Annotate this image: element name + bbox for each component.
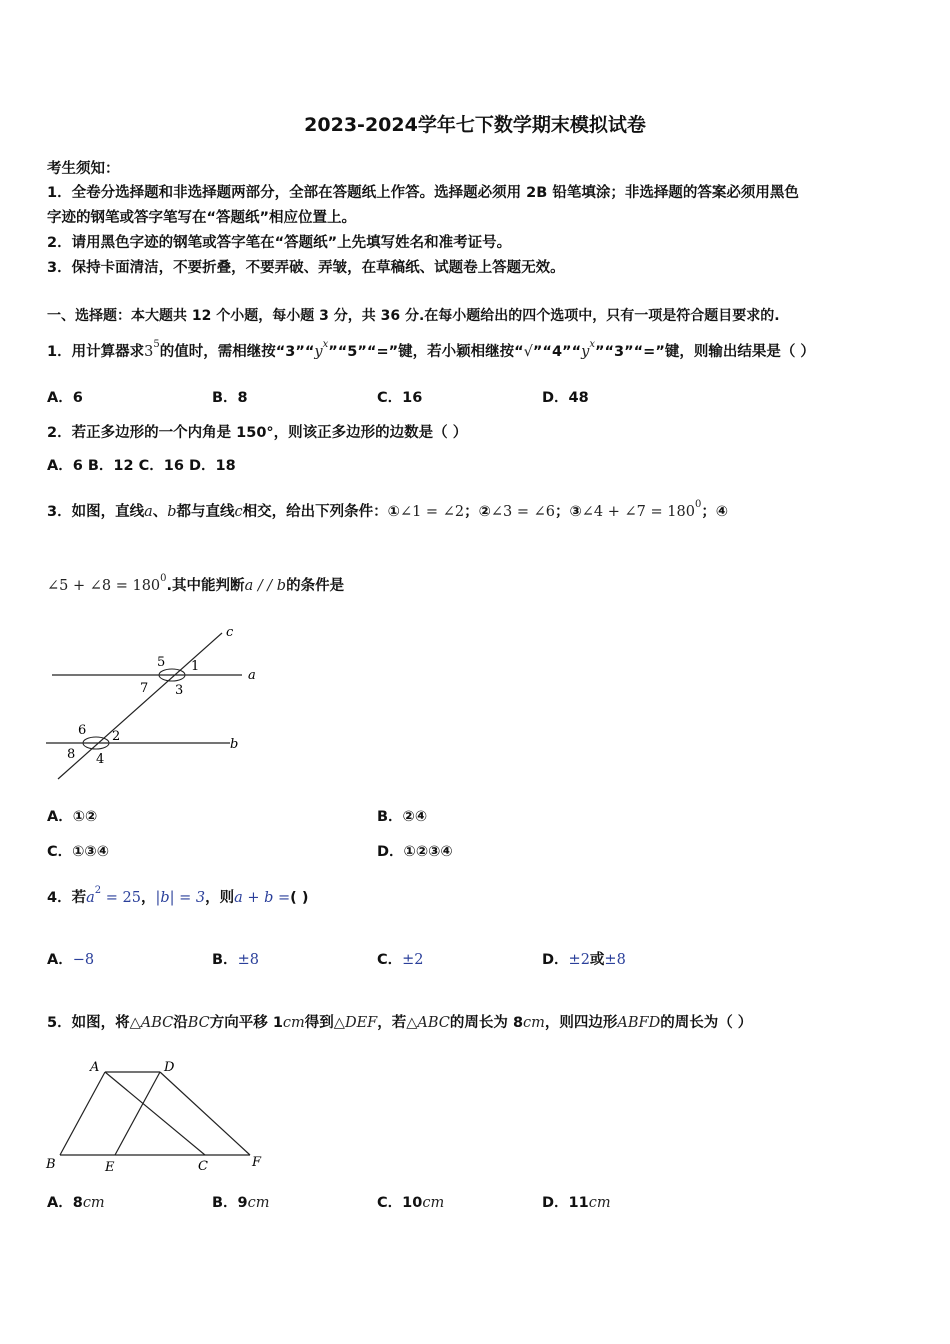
q1-text-3: ”“5”“=”键，若小颖相继按“ [328,344,524,360]
q1-text-2: 的值时，需相继按“3”“ [159,344,315,360]
page-title: 2023-2024学年七下数学期末模拟试卷 [304,114,646,136]
q5-option-c [377,1191,444,1212]
q1-key-yx [314,339,329,360]
q1-option-d: D．48 [542,390,589,406]
q5-triangle-def: △DEF [333,1015,378,1031]
q5-option-d-unit: cm [588,1195,611,1211]
q5-option-c-unit: cm [422,1195,445,1211]
q3-condition-4 [47,573,167,594]
q5-fig-seg-de [115,1072,160,1155]
q1-text-5: ”“3”“=”键，则输出结果是（ ） [594,344,815,360]
q3-text-2: 都与直线 [176,504,235,520]
q1-key-y-2: y [581,344,590,360]
q5-triangle-abc: △ABC [129,1015,174,1031]
q5-fig-label-a: A [90,1060,100,1075]
q3-condition-1: ∠1 = ∠2 [399,504,465,520]
section-heading: 一、选择题：本大题共 12 个小题，每小题 3 分，共 36 分.在每小题给出的四个选项中，只有一项是符合题目要求的. [47,308,780,324]
question-1 [47,340,815,361]
q5-text-7: ，则四边形 [544,1015,618,1031]
q1-key-sqrt: √ [523,344,533,360]
q3-text-5: ；③ [554,504,582,520]
q4-option-c [377,948,424,969]
q3-fig-label-4: 4 [96,752,105,767]
q3-fig-label-7: 7 [140,681,149,696]
q5-fig-label-e: E [105,1160,115,1175]
q4-expression: a + b = [234,890,291,906]
q3-condition-3-body: ∠4 + ∠7 = 180 [581,504,695,520]
q5-fig-label-c: C [198,1159,208,1174]
q5-figure [40,1055,275,1180]
q3-fig-label-1: 1 [191,659,200,674]
q5-text-2: 沿 [173,1015,188,1031]
q1-text-1: 1．用计算器求 [47,344,145,360]
q4-option-d-value-1: ±2 [568,952,590,968]
q4-option-c-label: C． [377,952,403,968]
q3-line-a: a [144,504,153,520]
q4-condition-1 [86,885,141,906]
q1-base: 3 [144,344,154,360]
q4-condition-2: |b| = 3 [155,890,206,906]
notice-item-1-cont: 字迹的钢笔或答字笔写在“答题纸”相应位置上。 [47,210,357,226]
q5-option-d [542,1191,611,1212]
q3-option-b: B．②④ [377,809,428,825]
question-5 [47,1011,752,1032]
q3-condition-4-sup: 0 [160,573,167,584]
q1-key-y: y [314,344,323,360]
q3-option-d: D．①②③④ [377,844,453,860]
q3-fig-label-8: 8 [67,747,76,762]
q5-text-1: 5．如图，将 [47,1015,130,1031]
q1-key-yx-2 [581,339,595,360]
q5-option-b [212,1191,270,1212]
notice-item-2: 2．请用黑色字迹的钢笔或答字笔在“答题纸”上先填写姓名和准考证号。 [47,235,512,251]
q4-option-b-value: ±8 [237,952,259,968]
q2-options: A．6 B．12 C．16 D．18 [47,458,236,474]
q5-option-a [47,1191,105,1212]
q3-option-c: C．①③④ [47,844,109,860]
q3-text-6: ；④ [701,504,729,520]
q4-option-d-label: D． [542,952,569,968]
q1-option-b: B．8 [212,390,248,406]
q4-text-2: ，则 [205,890,235,906]
q5-quad-abfd: ABFD [617,1015,661,1031]
q3-fig-label-2: 2 [112,729,121,744]
q5-option-a-unit: cm [82,1195,105,1211]
q1-text-4: ”“4”“ [532,344,582,360]
q5-fig-seg-ac [105,1072,205,1155]
q3-parallel: a / / b [244,578,287,594]
q3-fig-label-a: a [248,668,256,683]
notice-heading: 考生须知： [47,161,120,177]
q3-option-a: A．①② [47,809,98,825]
q3-text-8: 的条件是 [286,578,345,594]
notice-item-1: 1．全卷分选择题和非选择题两部分，全部在答题纸上作答。选择题必须用 2B 铅笔填涂；非选择题的答案必须用黑色 [47,185,799,201]
q5-fig-label-f: F [252,1155,262,1170]
q3-condition-3 [581,499,702,520]
q1-key-x: x [322,339,329,350]
q5-text-3: 方向平移 1 [209,1015,283,1031]
q5-option-d-label: D．11 [542,1195,589,1211]
q1-math-power [144,339,160,360]
q3-text-3: 相交，给出下列条件：① [242,504,400,520]
q4-condition-1-val: = 25 [101,890,141,906]
q3-fig-label-6: 6 [78,723,87,738]
q4-option-d-value-2: ±8 [604,952,626,968]
q5-text-8: 的周长为（ ） [660,1015,753,1031]
question-3 [47,500,728,521]
q1-exp: 5 [153,339,160,350]
q4-option-c-value: ±2 [402,952,424,968]
q3-fig-label-3: 3 [175,683,184,698]
question-2: 2．若正多边形的一个内角是 150°，则该正多边形的边数是（ ） [47,425,468,441]
q1-option-a: A．6 [47,390,83,406]
q3-fig-label-c: c [226,625,234,640]
question-3-cont [47,574,344,595]
q5-option-b-unit: cm [247,1195,270,1211]
q5-text-6: 的周长为 8 [449,1015,524,1031]
q4-option-a-value: −8 [72,952,95,968]
q5-fig-seg-df [160,1072,250,1155]
q3-line-b: b [167,504,177,520]
q3-fig-label-5: 5 [157,655,166,670]
q4-text-3: ( ) [290,890,309,906]
q4-sep: ， [140,890,156,906]
q4-option-d-or: 或 [589,952,605,968]
q5-unit-2: cm [523,1015,545,1031]
q3-text-1: 3．如图，直线 [47,504,145,520]
q4-option-a-label: A． [47,952,73,968]
q3-figure [40,622,280,787]
q5-triangle-abc-2: △ABC [406,1015,450,1031]
q1-option-c: C．16 [377,390,423,406]
q5-fig-label-b: B [46,1157,56,1172]
q5-text-4: 得到 [304,1015,334,1031]
q4-option-a [47,948,94,969]
q4-condition-1-var: a [86,890,95,906]
q1-key-x-2: x [589,339,595,350]
q5-unit-1: cm [282,1015,305,1031]
q3-fig-label-b: b [230,737,239,752]
q5-text-5: ，若 [377,1015,407,1031]
q3-text-4: ；② [464,504,491,520]
q5-option-c-label: C．10 [377,1195,423,1211]
q5-option-b-label: B．9 [212,1195,248,1211]
q3-sep: 、 [152,504,168,520]
q3-condition-4-body: ∠5 + ∠8 = 180 [47,578,161,594]
q3-fig-line-c [58,633,222,779]
q5-segment-bc: BC [187,1015,210,1031]
q3-text-7: .其中能判断 [166,578,245,594]
q5-fig-seg-ab [60,1072,105,1155]
notice-item-3: 3．保持卡面清洁，不要折叠，不要弄破、弄皱，在草稿纸、试题卷上答题无效。 [47,260,565,276]
q4-option-b-label: B． [212,952,238,968]
q5-fig-label-d: D [164,1060,175,1075]
q4-text-1: 4．若 [47,890,87,906]
q4-option-b [212,948,259,969]
q5-option-a-label: A．8 [47,1195,83,1211]
q3-condition-3-sup: 0 [694,499,702,510]
q3-line-c: c [234,504,243,520]
q4-condition-1-sup: 2 [94,885,102,896]
q4-option-d [542,948,626,969]
question-4 [47,886,308,907]
q3-condition-2: ∠3 = ∠6 [490,504,555,520]
